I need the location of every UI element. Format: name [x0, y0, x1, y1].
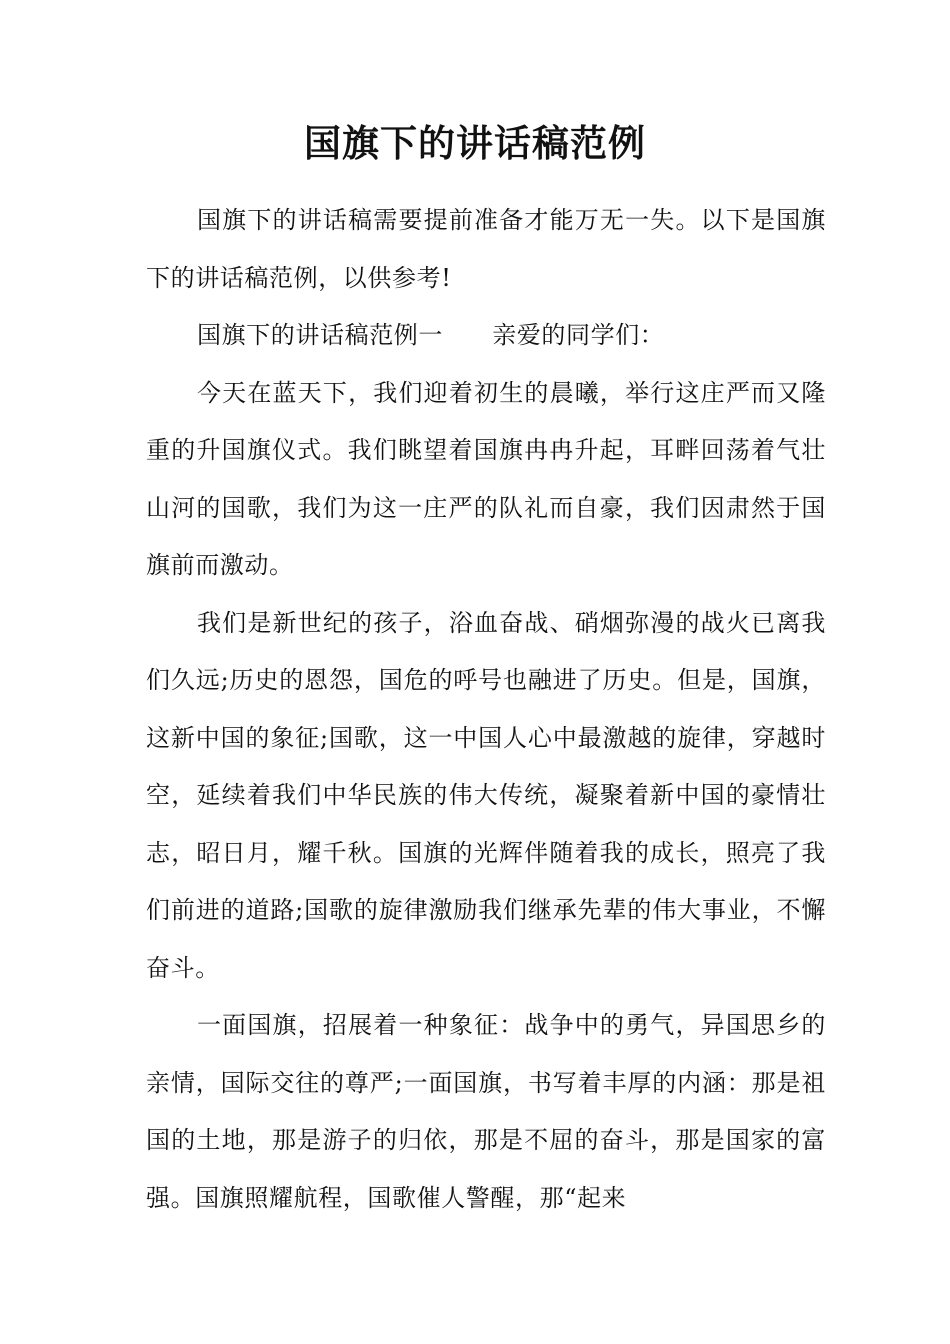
paragraph-new-century: 我们是新世纪的孩子，浴血奋战、硝烟弥漫的战火已离我们久远;历史的恩怨，国危的呼号也融进了历史。但是，国旗，这新中国的象征;国歌，这一中国人心中最激越的旋律，穿越时空，延续着我们中华民族的伟大传统，凝聚着新中国的豪情壮志，昭日月，耀千秋。国旗的光辉伴随着我的成长，照亮了我们前进的道路;国歌的旋律激励我们继承先辈的伟大事业，不懈奋斗。 — [146, 608, 826, 982]
paragraph-ceremony: 今天在蓝天下，我们迎着初生的晨曦，举行这庄严而又隆重的升国旗仪式。我们眺望着国旗冉冉升起，耳畔回荡着气壮山河的国歌，我们为这一庄严的队礼而自豪，我们因肃然于国旗前而激动。 — [146, 378, 826, 579]
paragraph-intro: 国旗下的讲话稿需要提前准备才能万无一失。以下是国旗下的讲话稿范例，以供参考! — [146, 206, 826, 292]
document-title: 国旗下的讲话稿范例 — [304, 122, 646, 165]
paragraph-example-heading: 国旗下的讲话稿范例一 亲爱的同学们： — [197, 321, 665, 349]
paragraph-flag-symbol: 一面国旗，招展着一种象征：战争中的勇气，异国思乡的亲情，国际交往的尊严;一面国旗，书写着丰厚的内涵：那是祖国的土地，那是游子的归依，那是不屈的奋斗，那是国家的富强。国旗照耀航程，国歌催人警醒，那“起来 — [146, 1011, 826, 1212]
document-body — [146, 192, 826, 1227]
